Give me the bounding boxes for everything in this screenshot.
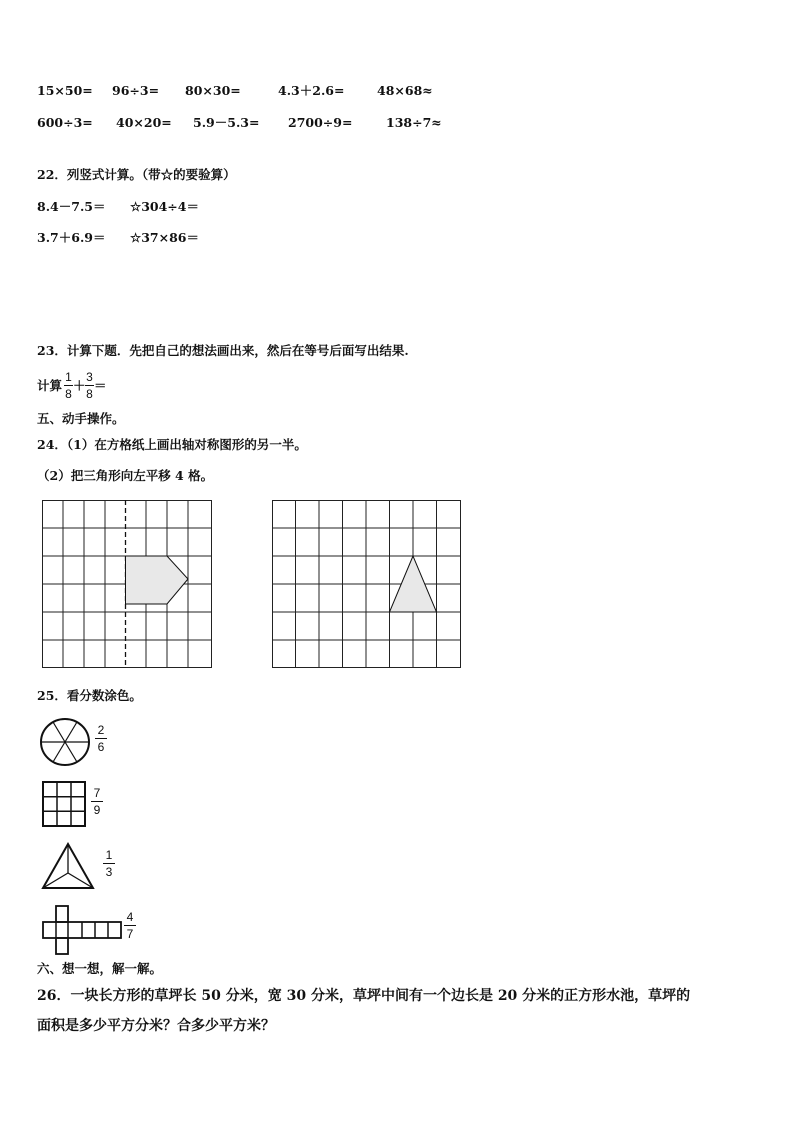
q22-item: ☆304÷4＝ [130, 199, 199, 214]
calc-item: 15×50= [37, 83, 93, 98]
q23-prefix: 计算 [37, 378, 63, 393]
question-24-line2: （2）把三角形向左平移 4 格。 [37, 468, 214, 483]
q22-item: 8.4－7.5＝ [37, 199, 106, 214]
triangle-thirds [41, 842, 95, 890]
denominator: 9 [93, 803, 101, 817]
numerator: 4 [126, 910, 134, 924]
calc-item: 2700÷9= [288, 115, 353, 130]
half-shape [126, 556, 189, 604]
question-24-line1: 24．（1）在方格纸上画出轴对称图形的另一半。 [37, 437, 307, 452]
question-25-title: 25．看分数涂色。 [37, 688, 142, 703]
question-22-title: 22．列竖式计算。（带☆的要验算） [37, 167, 236, 182]
q22-item: ☆37×86＝ [130, 230, 199, 245]
cube-net [42, 905, 122, 955]
section-6-heading: 六、想一想，解一解。 [37, 961, 163, 976]
fraction [95, 723, 107, 754]
calc-item: 80×30= [185, 83, 241, 98]
numerator: 1 [105, 848, 113, 862]
grid-left [42, 500, 212, 668]
calc-item: 138÷7≈ [386, 115, 442, 130]
denominator: 8 [65, 387, 72, 401]
calc-item: 5.9－5.3= [193, 115, 260, 130]
numerator: 3 [86, 370, 93, 384]
calc-item: 48×68≈ [377, 83, 433, 98]
square-ninths [42, 781, 86, 827]
circle-sixths [40, 718, 90, 766]
fraction [124, 910, 136, 941]
denominator: 8 [86, 387, 93, 401]
denominator: 3 [105, 865, 113, 879]
grid-right [272, 500, 461, 668]
fraction [85, 370, 94, 401]
fraction [103, 848, 115, 879]
numerator: 7 [93, 786, 101, 800]
fraction [64, 370, 73, 401]
calc-item: 600÷3= [37, 115, 93, 130]
denominator: 7 [126, 927, 134, 941]
numerator: 1 [65, 370, 72, 384]
calc-item: 40×20= [116, 115, 172, 130]
denominator: 6 [97, 740, 105, 754]
equals-sign: ＝ [94, 378, 107, 393]
plus-sign: ＋ [73, 378, 86, 393]
calc-item: 4.3＋2.6= [278, 83, 345, 98]
question-26-line1: 26．一块长方形的草坪长 50 分米，宽 30 分米，草坪中间有一个边长是 20 分米的正方形水池，草坪的 [37, 988, 691, 1004]
fraction [91, 786, 103, 817]
numerator: 2 [97, 723, 105, 737]
question-26-line2: 面积是多少平方分米？合多少平方米？ [37, 1018, 275, 1034]
q22-item: 3.7＋6.9＝ [37, 230, 106, 245]
question-23-title: 23．计算下题．先把自己的想法画出来，然后在等号后面写出结果. [37, 343, 409, 358]
calc-item: 96÷3= [112, 83, 160, 98]
section-5-heading: 五、动手操作。 [37, 411, 125, 426]
